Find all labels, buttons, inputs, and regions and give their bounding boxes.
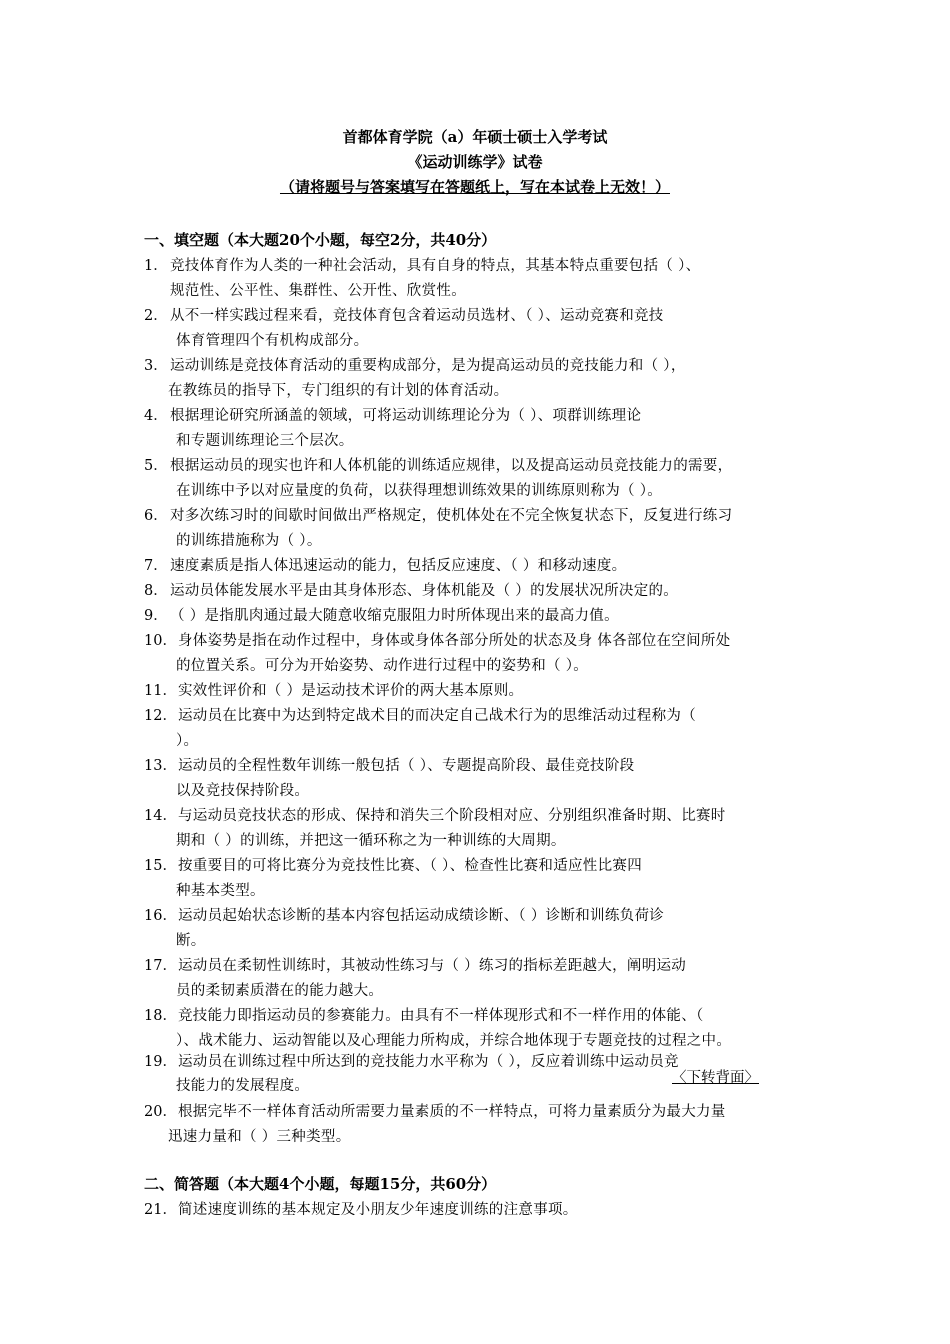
- question-number: 8．: [144, 583, 168, 599]
- question-number: 2．: [144, 308, 168, 324]
- question-text-continued: 规范性、公平性、集群性、公开性、欣赏性。: [170, 283, 466, 299]
- question-number: 4．: [144, 408, 168, 424]
- question-text: 从不一样实践过程来看，竞技体育包含着运动员选材、（ ）、运动竞赛和竞技: [170, 308, 664, 324]
- question-text-continued: 迅速力量和（ ）三种类型。: [168, 1129, 351, 1145]
- question-number: 1．: [144, 258, 168, 274]
- question-text: 运动训练是竞技体育活动的重要构成部分，是为提高运动员的竞技能力和（ ），: [170, 358, 686, 374]
- question-number: 14．: [144, 808, 177, 824]
- question-text: 运动员在柔韧性训练时，其被动性练习与（ ）练习的指标差距越大，阐明运动: [178, 958, 687, 974]
- question-number: 7．: [144, 558, 168, 574]
- question-text: 简述速度训练的基本规定及小朋友少年速度训练的注意事项。: [178, 1202, 578, 1218]
- question-number: 17．: [144, 958, 177, 974]
- question-text: 竞技体育作为人类的一种社会活动，具有自身的特点，其基本特点重要包括（ ）、: [170, 258, 701, 274]
- question-text: 根据理论研究所涵盖的领域，可将运动训练理论分为（ ）、项群训练理论: [170, 408, 642, 424]
- question-text-continued: ）、战术能力、运动智能以及心理能力所构成，并综合地体现于专题竞技的过程之中。: [176, 1033, 732, 1049]
- question-text: 身体姿势是指在动作过程中，身体或身体各部分所处的状态及身 体各部位在空间所处: [178, 633, 731, 649]
- exam-subject: 《运动训练学》试卷: [407, 153, 543, 171]
- page-turn-note: 〈下转背面〉: [672, 1070, 759, 1086]
- question-number: 21．: [144, 1202, 177, 1218]
- question-text: 按重要目的可将比赛分为竞技性比赛、（ ）、检查性比赛和适应性比赛四: [178, 858, 643, 874]
- question-number: 20．: [144, 1104, 177, 1120]
- question-text: 根据运动员的现实也许和人体机能的训练适应规律，以及提高运动员竞技能力的需要，: [170, 458, 733, 474]
- question-text: 对多次练习时的间歇时间做出严格规定，使机体处在不完全恢复状态下，反复进行练习: [170, 508, 733, 524]
- question-number: 12．: [144, 708, 177, 724]
- question-text: 根据完毕不一样体育活动所需要力量素质的不一样特点，可将力量素质分为最大力量: [178, 1104, 726, 1120]
- question-text-continued: 期和（ ）的训练，并把这一循环称之为一种训练的大周期。: [176, 833, 566, 849]
- question-number: 11．: [144, 683, 177, 699]
- question-text: 运动员起始状态诊断的基本内容包括运动成绩诊断、（ ）诊断和训练负荷诊: [178, 908, 665, 924]
- question-number: 10．: [144, 633, 177, 649]
- question-text-continued: 在教练员的指导下，专门组织的有计划的体育活动。: [168, 383, 509, 399]
- question-text-continued: 的位置关系。可分为开始姿势、动作进行过程中的姿势和（ ）。: [176, 658, 589, 674]
- section-title-short-answer: 二、简答题（本大题4个小题，每题15分，共60分）: [144, 1175, 497, 1193]
- question-number: 3．: [144, 358, 168, 374]
- exam-instruction: （请将题号与答案填写在答题纸上，写在本试卷上无效！）: [279, 178, 670, 196]
- question-text-continued: 体育管理四个有机构成部分。: [176, 333, 369, 349]
- section-title-fill-blank: 一、填空题（本大题20个小题，每空2分，共40分）: [144, 231, 497, 249]
- question-text-continued: 员的柔韧素质潜在的能力越大。: [176, 983, 384, 999]
- question-text: 运动员的全程性数年训练一般包括（ ）、专题提高阶段、最佳竞技阶段: [178, 758, 635, 774]
- question-text: 运动员在比赛中为达到特定战术目的而决定自己战术行为的思维活动过程称为（: [178, 708, 696, 724]
- exam-title: 首都体育学院（a）年硕士硕士入学考试: [342, 128, 608, 146]
- question-text-continued: ）。: [176, 733, 199, 749]
- question-text-continued: 的训练措施称为（ ）。: [176, 533, 322, 549]
- question-number: 9．: [144, 608, 168, 624]
- question-text-continued: 以及竞技保持阶段。: [176, 783, 310, 799]
- question-number: 16．: [144, 908, 177, 924]
- question-text-continued: 和专题训练理论三个层次。: [176, 433, 354, 449]
- question-text-continued: 在训练中予以对应量度的负荷，以获得理想训练效果的训练原则称为（ ）。: [176, 483, 663, 499]
- question-text: 与运动员竞技状态的形成、保持和消失三个阶段相对应、分别组织准备时期、比赛时: [178, 808, 726, 824]
- question-text-continued: 种基本类型。: [176, 883, 265, 899]
- question-text-continued: 技能力的发展程度。: [176, 1078, 310, 1094]
- question-text: 运动员体能发展水平是由其身体形态、身体机能及（ ）的发展状况所决定的。: [170, 583, 679, 599]
- question-text-continued: 断。: [176, 933, 206, 949]
- question-number: 6．: [144, 508, 168, 524]
- question-text: （ ）是指肌肉通过最大随意收缩克服阻力时所体现出来的最高力值。: [170, 608, 619, 624]
- question-number: 19．: [144, 1054, 177, 1070]
- question-number: 5．: [144, 458, 168, 474]
- question-text: 运动员在训练过程中所达到的竞技能力水平称为（ ），反应着训练中运动员竞: [178, 1054, 679, 1070]
- question-number: 15．: [144, 858, 177, 874]
- question-text: 速度素质是指人体迅速运动的能力，包括反应速度、（ ）和移动速度。: [170, 558, 627, 574]
- question-text: 实效性评价和（ ）是运动技术评价的两大基本原则。: [178, 683, 524, 699]
- question-number: 13．: [144, 758, 177, 774]
- question-text: 竞技能力即指运动员的参赛能力。由具有不一样体现形式和不一样作用的体能、（: [178, 1008, 704, 1024]
- question-number: 18．: [144, 1008, 177, 1024]
